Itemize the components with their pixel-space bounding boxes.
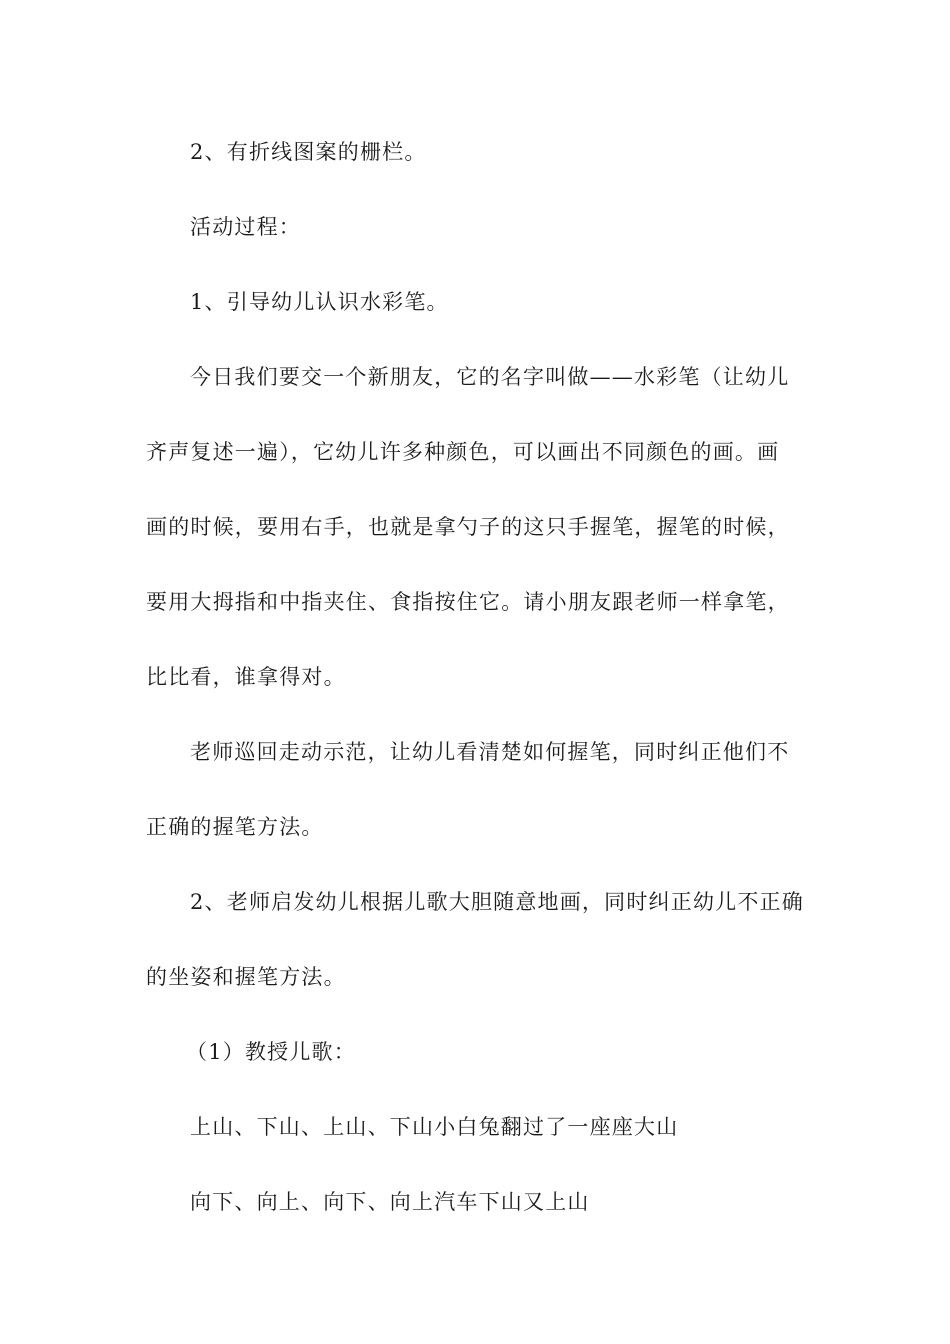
paragraph-line: 老师巡回走动示范，让幼儿看清楚如何握笔，同时纠正他们不 <box>190 740 790 764</box>
paragraph-line: 比比看，谁拿得对。 <box>146 665 346 689</box>
paragraph-line: 齐声复述一遍），它幼儿许多种颜色，可以画出不同颜色的画。画 <box>146 440 780 464</box>
step-heading-1: 1、引导幼儿认识水彩笔。 <box>190 290 449 314</box>
paragraph-line: 今日我们要交一个新朋友，它的名字叫做——水彩笔（让幼儿 <box>190 365 790 389</box>
step-heading-2: 2、老师启发幼儿根据儿歌大胆随意地画，同时纠正幼儿不正确 <box>190 890 804 914</box>
paragraph-line: 正确的握笔方法。 <box>146 815 324 839</box>
paragraph-line: 的坐姿和握笔方法。 <box>146 965 346 989</box>
paragraph-line: 画的时候，要用右手，也就是拿勺子的这只手握笔，握笔的时候， <box>146 515 790 539</box>
list-item-materials-2: 2、有折线图案的栅栏。 <box>190 140 427 164</box>
paragraph-line: 要用大拇指和中指夹住、食指按住它。请小朋友跟老师一样拿笔， <box>146 590 790 614</box>
section-heading-activity-process: 活动过程： <box>190 215 301 239</box>
sub-heading-teach-song: （1）教授儿歌： <box>186 1040 356 1064</box>
song-line: 上山、下山、上山、下山小白兔翻过了一座座大山 <box>190 1115 679 1139</box>
song-line: 向下、向上、向下、向上汽车下山又上山 <box>190 1190 590 1214</box>
